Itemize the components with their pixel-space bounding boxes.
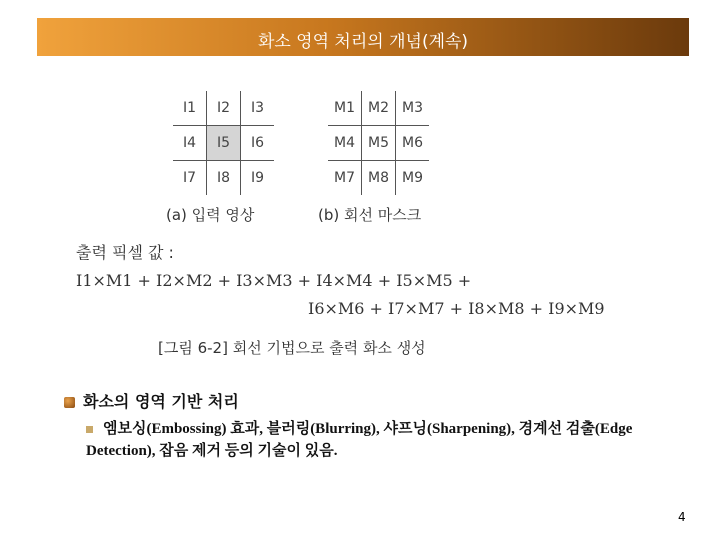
input-cell: I7 [173,161,207,196]
input-cell: I2 [207,91,241,126]
input-cell: I3 [241,91,275,126]
page-number: 4 [678,510,686,524]
slide-title: 화소 영역 처리의 개념(계속) [257,32,469,52]
mask-cell: M2 [362,91,396,126]
input-cell: I4 [173,126,207,161]
mask-cell: M7 [328,161,362,196]
output-pixel-label: 출력 픽셀 값 : [76,243,174,262]
mask-cell: M1 [328,91,362,126]
formula-line-2: I6×M6 + I7×M7 + I8×M8 + I9×M9 [308,299,605,318]
mask-cell: M3 [396,91,430,126]
mask-cell: M8 [362,161,396,196]
mask-cell: M6 [396,126,430,161]
mask-cell: M5 [362,126,396,161]
bullet-main-text: 화소의 영역 기반 처리 [83,392,239,411]
caption-convolution-mask: (b) 회선 마스크 [318,206,422,224]
input-cell: I9 [241,161,275,196]
bullet-sub-text: 엠보싱(Embossing) 효과, 블러링(Blurring), 샤프닝(Sharpening), 경계선 검출(Edge Detection), 잡음 제거 등의 기술이 있음. [86,421,633,459]
caption-input-image: (a) 입력 영상 [166,206,255,224]
sub-bullet-icon [86,426,93,433]
bullet-main [64,389,239,412]
mask-cell: M4 [328,126,362,161]
formula-line-1: I1×M1 + I2×M2 + I3×M3 + I4×M4 + I5×M5 + [76,271,472,290]
figure-caption: [그림 6-2] 회선 기법으로 출력 화소 생성 [158,339,426,357]
slide-title-bar [37,18,689,56]
input-cell: I6 [241,126,275,161]
bullet-sub [86,418,686,462]
input-cell-center: I5 [207,126,241,161]
input-cell: I1 [173,91,207,126]
convolution-mask-grid [328,91,429,195]
mask-cell: M9 [396,161,430,196]
input-cell: I8 [207,161,241,196]
bullet-icon [64,397,75,408]
input-image-grid [173,91,274,195]
